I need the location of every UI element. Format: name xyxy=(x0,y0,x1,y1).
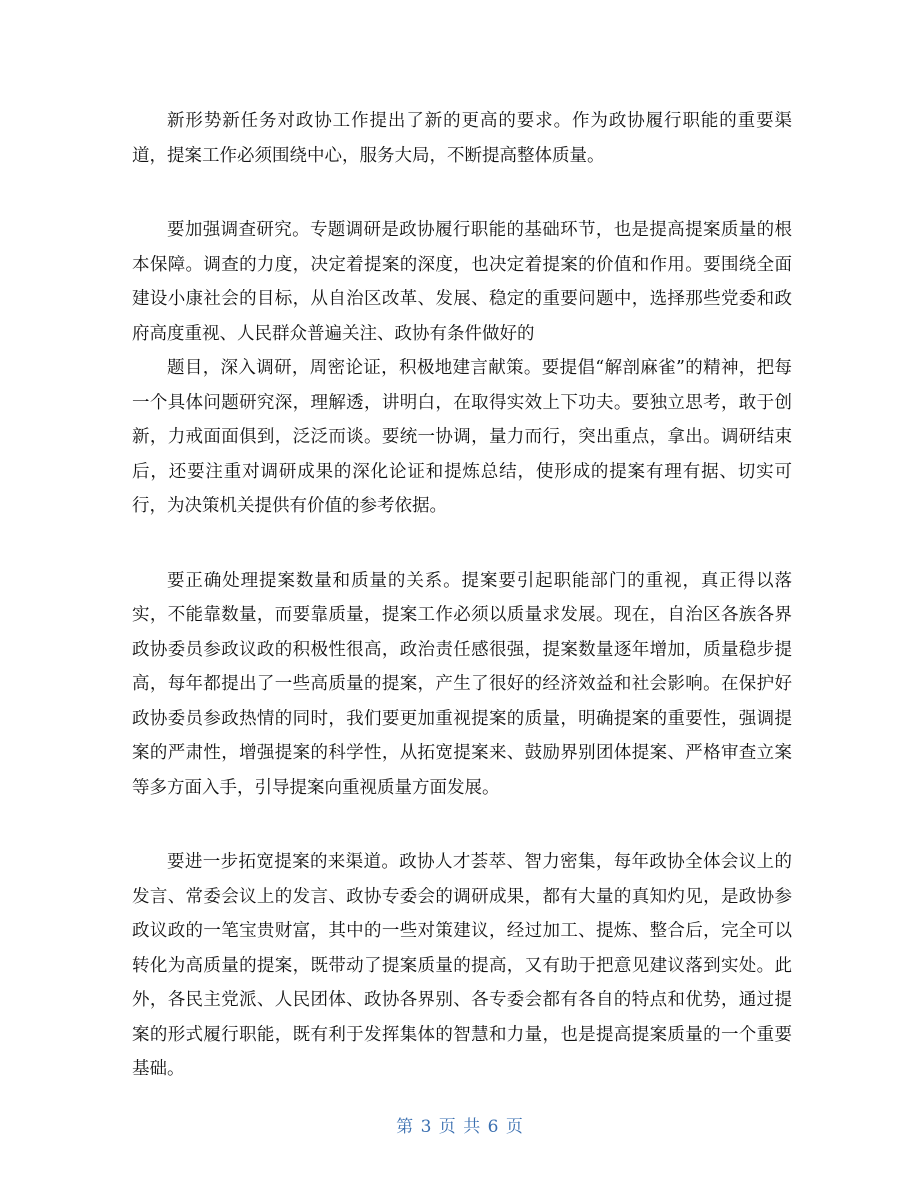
paragraph-quantity-quality: 要正确处理提案数量和质量的关系。提案要引起职能部门的重视，真正得以落实，不能靠数量，而要靠质量，提案工作必须以质量求发展。现在，自治区各族各界政协委员参政议政的积极性很高，政治责任感很强，提案数量逐年增加，质量稳步提高，每年都提出了一些高质量的提案，产生了很好的经济效益和社会影响。在保护好政协委员参政热情的同时，我们要更加重视提案的质量，明确提案的重要性，强调提案的严肃性，增强提案的科学性，从拓宽提案来、鼓励界别团体提案、严格审查立案等多方面入手，引导提案向重视质量方面发展。 xyxy=(132,570,792,798)
paragraph-gap xyxy=(132,524,792,564)
paragraph-intro: 新形势新任务对政协工作提出了新的更高的要求。作为政协履行职能的重要渠道，提案工作必须围绕中心，服务大局，不断提高整体质量。 xyxy=(132,111,792,166)
paragraph-gap xyxy=(132,173,792,213)
paragraph-gap xyxy=(132,805,792,845)
document-body xyxy=(132,104,792,1087)
paragraph-research-continued: 题目，深入调研，周密论证，积极地建言献策。要提倡“解剖麻雀”的精神，把每一个具体问题研究深，理解透，讲明白，在取得实效上下功夫。要独立思考，敢于创新，力戒面面俱到，泛泛而谈。要统一协调，量力而行，突出重点，拿出。调研结束后，还要注重对调研成果的深化论证和提炼总结，使形成的提案有理有据、切实可行，为决策机关提供有价值的参考依据。 xyxy=(132,358,792,516)
paragraph-channels: 要进一步拓宽提案的来渠道。政协人才荟萃、智力密集，每年政协全体会议上的发言、常委会议上的发言、政协专委会的调研成果，都有大量的真知灼见，是政协参政议政的一笔宝贵财富，其中的一些对策建议，经过加工、提炼、整合后，完全可以转化为高质量的提案，既带动了提案质量的提高，又有助于把意见建议落到实处。此外，各民主党派、人民团体、政协各界别、各专委会都有各自的特点和优势，通过提案的形式履行职能，既有利于发挥集体的智慧和力量，也是提高提案质量的一个重要基础。 xyxy=(132,852,792,1079)
paragraph-research: 要加强调查研究。专题调研是政协履行职能的基础环节，也是提高提案质量的根本保障。调查的力度，决定着提案的深度，也决定着提案的价值和作用。要围绕全面建设小康社会的目标，从自治区改革、发展、稳定的重要问题中，选择那些党委和政府高度重视、人民群众普遍关注、政协有条件做好的 xyxy=(132,220,792,344)
page-number-footer: 第 3 页 共 6 页 xyxy=(396,1117,524,1137)
